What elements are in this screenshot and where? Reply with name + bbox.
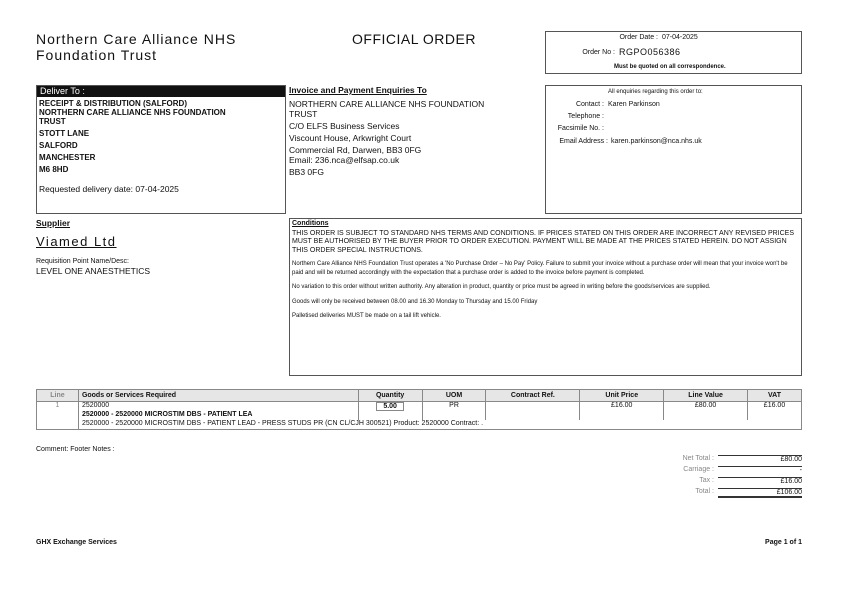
requisition-point-value: LEVEL ONE ANAESTHETICS — [36, 265, 150, 276]
email-label: Email Address : — [559, 138, 608, 145]
deliver-line: MANCHESTER — [39, 153, 96, 162]
invoice-address — [289, 99, 545, 177]
deliver-line: STOTT LANE — [39, 129, 90, 138]
vat-value: £16.00 — [748, 402, 802, 412]
conditions-paragraph: THIS ORDER IS SUBJECT TO STANDARD NHS TERMS AND CONDITIONS. IF PRICES STATED ON THIS ORDER ARE INCORRECT ANY REVISED PRICES MUST BE AUTHORISED BY THE BUYER PRIOR TO ORDER EXECUTION. PAYMENT WILL BE MADE AT THE PRICES STATED HEREIN. DO NOT ASSIGN THIS ORDER SPECIAL INSTRUCTIONS. — [292, 229, 795, 254]
order-no-label: Order No : — [582, 49, 615, 56]
order-date-label: Order Date : — [619, 34, 658, 41]
net-total-value: £80.00 — [718, 455, 802, 463]
line-value-value: £80.00 — [664, 402, 748, 412]
carriage-value: - — [718, 466, 802, 474]
deliver-to-heading: Deliver To : — [37, 86, 285, 97]
fax-label: Facsimile No. : — [557, 125, 604, 132]
col-quantity: Quantity — [358, 390, 422, 402]
net-total-label: Net Total : — [682, 455, 714, 462]
telephone-label: Telephone : — [567, 113, 604, 120]
col-line-value: Line Value — [664, 390, 748, 402]
invoice-line: TRUST — [289, 109, 318, 119]
uom-value: PR — [422, 402, 486, 412]
org-name-line2: Foundation Trust — [36, 47, 158, 63]
product-desc-short: 2520000 - 2520000 MICROSTIM DBS - PATIENT LEA — [78, 411, 358, 420]
order-date-value: 07-04-2025 — [662, 34, 698, 41]
total-label: Total : — [695, 488, 714, 495]
product-desc-long: 2520000 - 2520000 MICROSTIM DBS - PATIENT LEAD - PRESS STUDS PR (CN CL/CJH 300521) Product: 2520000 Contract: . — [78, 420, 801, 430]
requested-delivery-label: Requested delivery date: — [39, 184, 134, 194]
invoice-line: NORTHERN CARE ALLIANCE NHS FOUNDATION — [289, 99, 485, 109]
requisition-point-label: Requisition Point Name/Desc: — [36, 258, 129, 265]
invoice-heading: Invoice and Payment Enquiries To — [289, 85, 427, 95]
carriage-label: Carriage : — [683, 466, 714, 473]
contact-label: Contact : — [575, 101, 604, 108]
table-row — [37, 411, 802, 420]
document-title: OFFICIAL ORDER — [352, 31, 476, 47]
deliver-line: TRUST — [39, 117, 66, 126]
footer-provider: GHX Exchange Services — [36, 539, 117, 546]
unit-price-value: £16.00 — [580, 402, 664, 412]
conditions-paragraph: Palletised deliveries MUST be made on a tail lift vehicle. — [292, 313, 441, 319]
supplier-name: Viamed Ltd — [36, 234, 117, 249]
total-value: £106.00 — [718, 488, 802, 498]
contact-box — [545, 85, 802, 214]
requested-delivery — [39, 184, 179, 194]
order-note: Must be quoted on all correspondence. — [614, 64, 726, 70]
col-line: Line — [37, 390, 79, 402]
table-row — [37, 402, 802, 412]
invoice-line: Commercial Rd, Darwen, BB3 0FG — [289, 145, 422, 155]
email-value: karen.parkinson@nca.nhs.uk — [611, 138, 702, 145]
deliver-to-box — [36, 85, 286, 214]
quantity-cell — [358, 402, 422, 412]
col-contract-ref: Contract Ref. — [486, 390, 580, 402]
tax-label: Tax : — [699, 477, 714, 484]
table-header-row — [37, 390, 802, 402]
col-goods: Goods or Services Required — [78, 390, 358, 402]
col-uom: UOM — [422, 390, 486, 402]
supplier-section — [36, 218, 286, 276]
col-unit-price: Unit Price — [580, 390, 664, 402]
table-row — [37, 420, 802, 430]
conditions-paragraph: Goods will only be received between 08.00 and 16.30 Monday to Thursday and 15.00 Friday — [292, 298, 538, 305]
deliver-address — [39, 99, 226, 174]
conditions-box — [289, 218, 802, 376]
col-vat: VAT — [748, 390, 802, 402]
quantity-value: 5.00 — [376, 402, 404, 411]
line-number: 1 — [37, 402, 79, 412]
invoice-line: C/O ELFS Business Services — [289, 121, 400, 131]
invoice-line: Email: 236.nca@elfsap.co.uk — [289, 155, 400, 165]
conditions-paragraph: Northern Care Alliance NHS Foundation Trust operates a 'No Purchase Order – No Pay' Policy. Failure to submit your invoice without a purchase order will mean that your invoice won't be paid and will be returned accordingly with the expectation that a purchase order is added to the invoice before payment is completed. — [292, 261, 788, 276]
order-info-box — [545, 31, 802, 74]
deliver-line: M6 8HD — [39, 165, 69, 174]
enquiries-note: All enquiries regarding this order to: — [608, 89, 703, 95]
org-name-line1: Northern Care Alliance NHS — [36, 31, 237, 47]
order-lines-table — [36, 389, 802, 430]
deliver-line: SALFORD — [39, 141, 78, 150]
supplier-heading: Supplier — [36, 218, 71, 228]
contract-ref-value — [486, 402, 580, 412]
requested-delivery-date: 07-04-2025 — [135, 184, 179, 194]
deliver-line: RECEIPT & DISTRIBUTION (SALFORD) — [39, 99, 187, 108]
order-no-value: RGPO056386 — [619, 47, 681, 57]
page-number: Page 1 of 1 — [765, 539, 802, 546]
contact-value: Karen Parkinson — [608, 101, 660, 108]
invoice-line: Viscount House, Arkwright Court — [289, 133, 412, 143]
invoice-line: BB3 0FG — [289, 167, 324, 177]
deliver-line: NORTHERN CARE ALLIANCE NHS FOUNDATION — [39, 108, 226, 117]
conditions-paragraph: No variation to this order without written authority. Any alteration in product, quantity or price must be agreed in writing before the goods/services are supplied. — [292, 284, 711, 290]
tax-value: £16.00 — [718, 477, 802, 485]
footer-notes-label: Comment: Footer Notes : — [36, 446, 115, 453]
org-name — [36, 31, 236, 63]
conditions-heading: Conditions — [292, 220, 329, 227]
invoice-section — [289, 85, 545, 213]
product-code: 2520000 — [78, 402, 358, 412]
